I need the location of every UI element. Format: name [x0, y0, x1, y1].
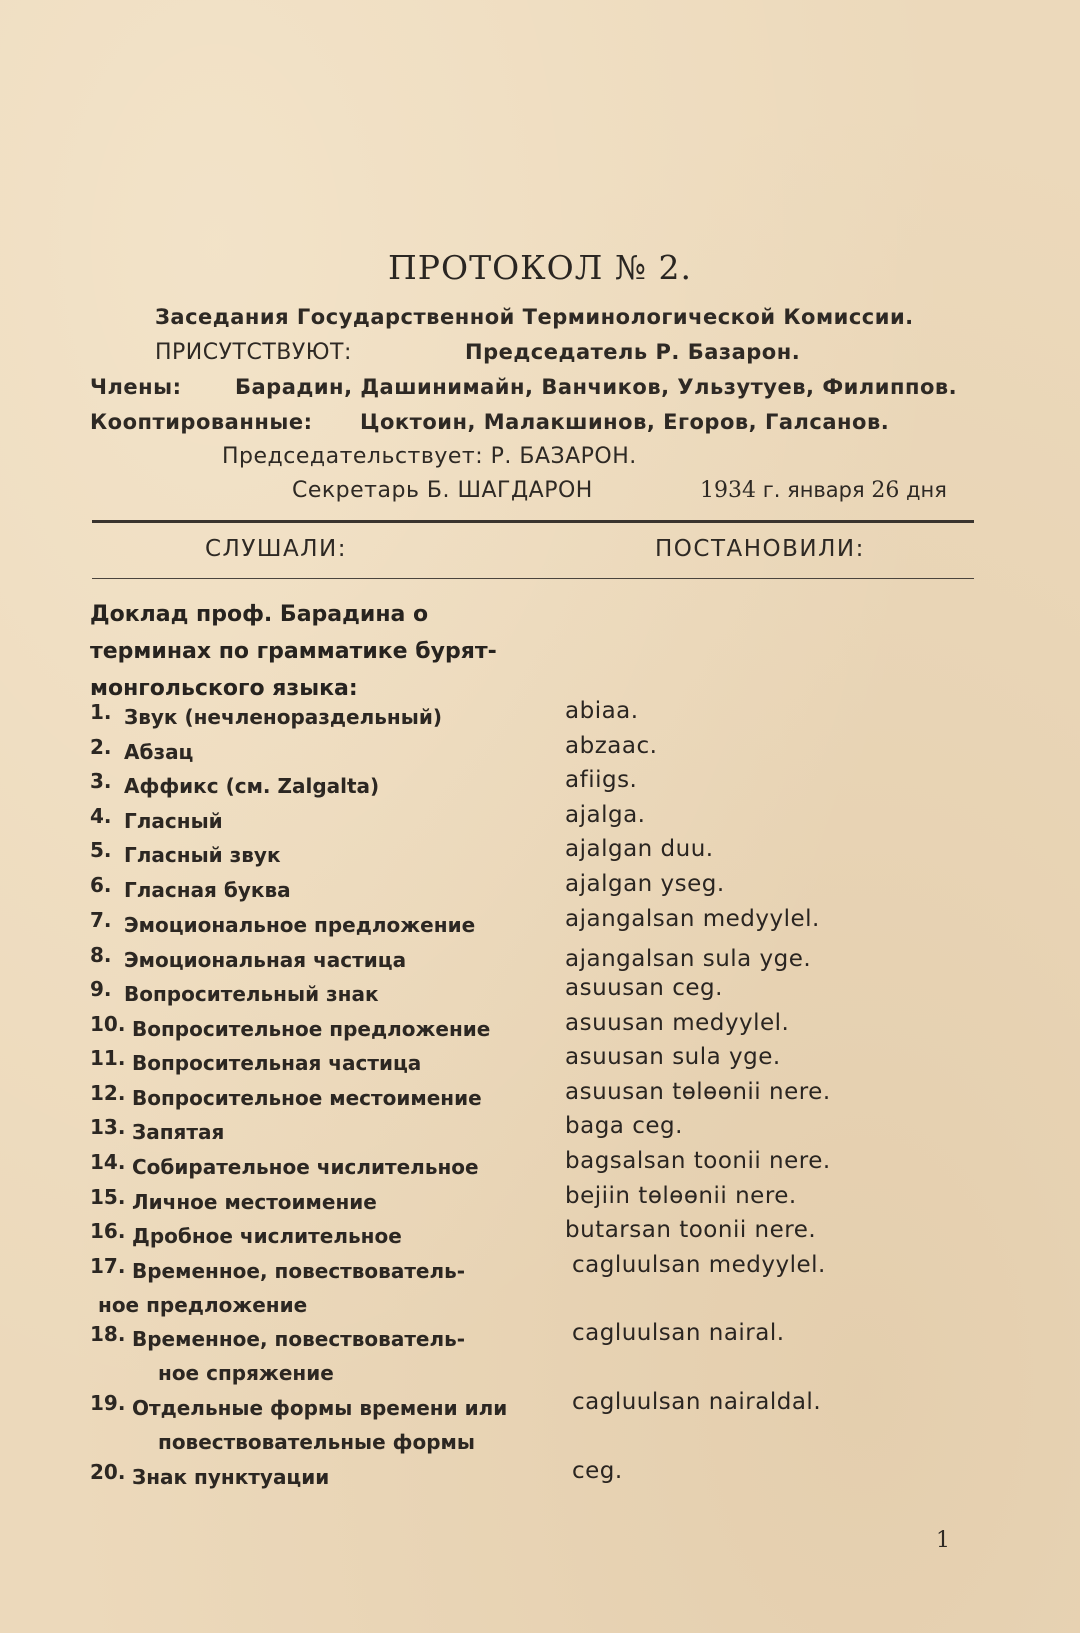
- term-russian-line: Вопросительное местоимение: [132, 1086, 482, 1110]
- term-buryat: ajangalsan sula yge.: [565, 946, 812, 972]
- term-buryat: ajalga.: [565, 802, 646, 828]
- term-number: 18.: [90, 1322, 126, 1346]
- term-buryat: afiigs.: [565, 767, 638, 793]
- term-number: 20.: [90, 1460, 126, 1484]
- date-day: 26: [871, 478, 900, 503]
- term-buryat: abzaac.: [565, 733, 658, 759]
- term-russian: [124, 977, 504, 1011]
- term-number: 3.: [90, 769, 112, 793]
- column-head-resolved: ПОСТАНОВИЛИ:: [655, 536, 865, 562]
- term-russian-line: Звук (нечленораздельный): [124, 705, 442, 729]
- term-russian: [124, 873, 504, 907]
- term-russian-line: Временное, повествователь-: [132, 1327, 466, 1351]
- term-buryat: cagluulsan nairal.: [572, 1320, 785, 1346]
- term-buryat: asuusan tөlөөnii nere.: [565, 1079, 831, 1105]
- term-russian-line: Отдельные формы времени или: [132, 1396, 508, 1420]
- term-russian: [132, 1460, 512, 1494]
- term-russian-continuation: повествовательные формы: [158, 1430, 475, 1454]
- term-russian-line: Знак пунктуации: [132, 1465, 330, 1489]
- present-value: Председатель Р. Базарон.: [465, 340, 801, 364]
- term-russian: [124, 700, 504, 734]
- term-russian-line: Запятая: [132, 1120, 225, 1144]
- term-number: 15.: [90, 1185, 126, 1209]
- term-russian: [132, 1322, 512, 1390]
- term-russian-line: Аффикс (см. Zalgalta): [124, 774, 380, 798]
- term-number: 1.: [90, 700, 112, 724]
- term-number: 16.: [90, 1219, 126, 1243]
- coopted-label: Кооптированные:: [90, 410, 313, 434]
- term-russian-line: Вопросительное предложение: [132, 1017, 491, 1041]
- term-russian: [132, 1219, 512, 1253]
- term-russian-line: Собирательное числительное: [132, 1155, 479, 1179]
- term-russian: [132, 1115, 512, 1149]
- date-suffix: дня: [906, 478, 947, 502]
- term-russian: [132, 1081, 512, 1115]
- term-buryat: abiaa.: [565, 698, 639, 724]
- term-russian: [132, 1391, 512, 1459]
- term-russian-line: Абзац: [124, 740, 194, 764]
- term-russian-line: Гласный звук: [124, 843, 281, 867]
- term-number: 17.: [90, 1254, 126, 1278]
- coopted-value: Цоктоин, Малакшинов, Егоров, Галсанов.: [360, 410, 890, 434]
- term-buryat: ajangalsan medyylel.: [565, 906, 820, 932]
- term-number: 11.: [90, 1046, 126, 1070]
- term-buryat: asuusan medyylel.: [565, 1010, 790, 1036]
- term-russian-line: Вопросительный знак: [124, 982, 379, 1006]
- term-russian-line: Эмоциональное предложение: [124, 913, 476, 937]
- term-buryat: ajalgan yseg.: [565, 871, 725, 897]
- term-number: 9.: [90, 977, 112, 1001]
- term-russian-line: Эмоциональная частица: [124, 948, 407, 972]
- members-label: Члены:: [90, 375, 182, 399]
- term-russian: [124, 838, 504, 872]
- term-russian: [132, 1150, 512, 1184]
- term-buryat: ceg.: [572, 1458, 623, 1484]
- term-number: 4.: [90, 804, 112, 828]
- term-russian-line: Личное местоимение: [132, 1190, 377, 1214]
- term-buryat: bagsalsan toonii nere.: [565, 1148, 831, 1174]
- page-number: 1: [936, 1528, 950, 1553]
- term-russian: [124, 735, 504, 769]
- term-russian-line: Дробное числительное: [132, 1224, 402, 1248]
- column-head-heard: СЛУШАЛИ:: [205, 536, 347, 562]
- term-russian: [124, 769, 504, 803]
- term-number: 7.: [90, 908, 112, 932]
- term-number: 13.: [90, 1115, 126, 1139]
- term-number: 12.: [90, 1081, 126, 1105]
- term-russian: [132, 1046, 512, 1080]
- term-number: 2.: [90, 735, 112, 759]
- term-buryat: ajalgan duu.: [565, 836, 714, 862]
- chair-line: Председательствует: Р. БАЗАРОН.: [222, 444, 637, 469]
- term-buryat: baga ceg.: [565, 1113, 683, 1139]
- term-buryat: asuusan ceg.: [565, 975, 723, 1001]
- term-buryat: cagluulsan nairaldal.: [572, 1389, 822, 1415]
- present-label: ПРИСУТСТВУЮТ:: [155, 340, 352, 365]
- protocol-title: ПРОТОКОЛ № 2.: [388, 248, 692, 287]
- members-value: Барадин, Дашинимайн, Ванчиков, Ульзутуев, Филиппов.: [235, 375, 958, 399]
- term-buryat: cagluulsan medyylel.: [572, 1252, 826, 1278]
- term-russian-line: Гласная буква: [124, 878, 291, 902]
- term-number: 19.: [90, 1391, 126, 1415]
- term-russian: [124, 804, 504, 838]
- term-number: 5.: [90, 838, 112, 862]
- term-buryat: asuusan sula yge.: [565, 1044, 781, 1070]
- term-russian: [132, 1012, 512, 1046]
- date-year: 1934: [700, 478, 756, 503]
- term-russian-continuation: ное спряжение: [158, 1361, 334, 1385]
- secretary-line: Секретарь Б. ШАГДАРОН: [292, 478, 593, 503]
- term-buryat: bejiin tөlөөnii nere.: [565, 1183, 797, 1209]
- term-buryat: butarsan toonii nere.: [565, 1217, 817, 1243]
- term-russian-line: Гласный: [124, 809, 223, 833]
- term-number: 6.: [90, 873, 112, 897]
- term-number: 14.: [90, 1150, 126, 1174]
- term-russian: [124, 908, 504, 942]
- date-month: г. января: [762, 478, 865, 502]
- term-russian-continuation: ное предложение: [98, 1293, 308, 1317]
- term-russian: [132, 1185, 512, 1219]
- term-russian-line: Вопросительная частица: [132, 1051, 422, 1075]
- report-title: Доклад проф. Барадина о терминах по грамматике бурят-монгольского языка:: [90, 602, 497, 701]
- term-russian-line: Временное, повествователь-: [132, 1259, 466, 1283]
- term-russian: [124, 943, 504, 977]
- term-number: 8.: [90, 943, 112, 967]
- meeting-subtitle: Заседания Государственной Терминологической Комиссии.: [155, 305, 914, 329]
- term-number: 10.: [90, 1012, 126, 1036]
